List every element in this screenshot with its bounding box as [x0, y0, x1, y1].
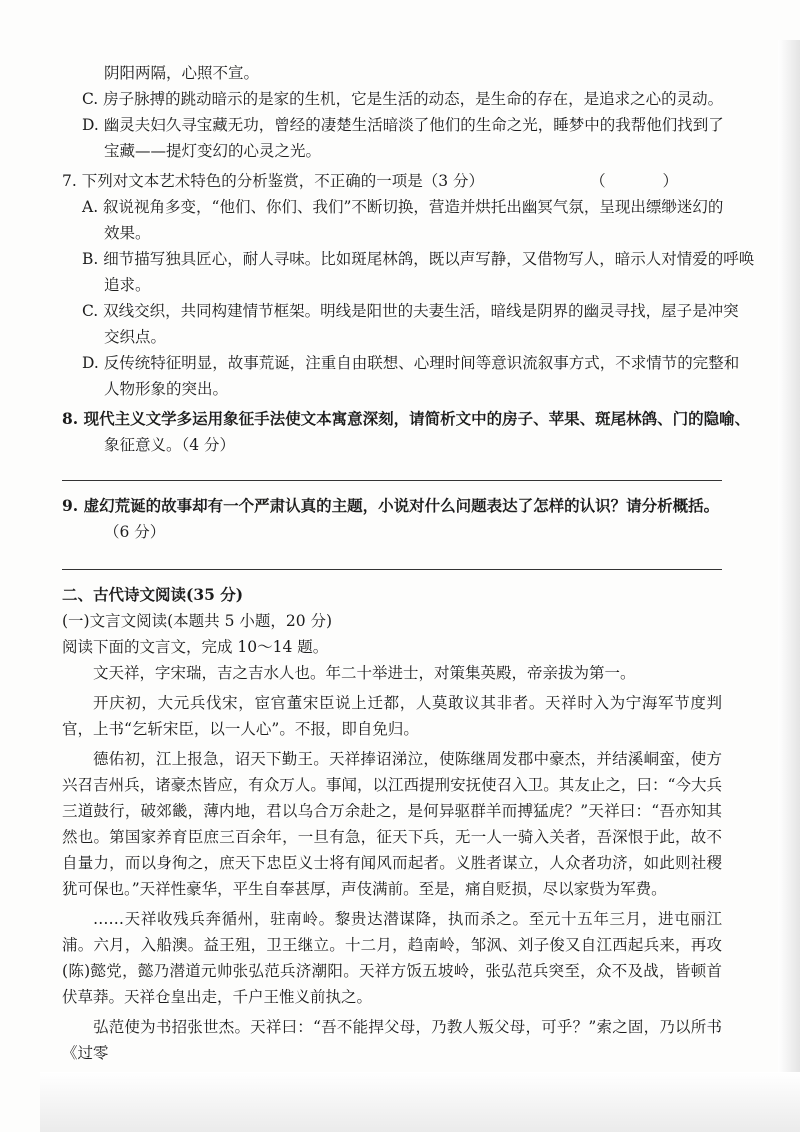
passage-paragraph-4: ……天祥收残兵奔循州，驻南岭。黎贵达潜谋降，执而杀之。至元十五年三月，进屯丽江浦。六月，入船澳。益王殂，卫王继立。十二月，趋南岭，邹沨、刘子俊又自江西起兵来，再攻(陈)懿党，懿乃潜道元帅张弘范兵济潮阳。天祥方饭五坡岭，张弘范兵突至，众不及战，皆顿首伏草莽。天祥仓皇出走，千户王惟义前执之。: [62, 910, 722, 1006]
q6-option-d: D. 幽灵夫妇久寻宝藏无功，曾经的凄楚生活暗淡了他们的生命之光，睡梦中的我帮他们找到了: [82, 116, 724, 134]
answer-bracket[interactable]: （ ）: [590, 172, 704, 190]
q6-option-c: C. 房子脉搏的跳动暗示的是家的生机，它是生活的动态，是生命的存在，是追求之心的灵动。: [82, 90, 724, 108]
question-9-stem: 9. 虚幻荒诞的故事却有一个严肃认真的主题，小说对什么问题表达了怎样的认识？请分析概括。: [62, 496, 720, 515]
passage-paragraph-1: 文天祥，字宋瑞，吉之吉水人也。年二十举进士，对策集英殿，帝亲拔为第一。: [93, 664, 636, 682]
question-7-stem: [62, 168, 722, 194]
page-shadow-right: [778, 40, 800, 1100]
q7-option-c-continued: 交织点。: [104, 328, 167, 346]
q7-option-a: A. 叙说视角多变，“他们、你们、我们”不断切换，营造并烘托出幽冥气氛，呈现出缥缈迷幻的: [82, 198, 724, 216]
page-content: [62, 60, 755, 1066]
q7-option-b: B. 细节描写独具匠心，耐人寻味。比如斑尾林鸽，既以声写静，又借物写人，暗示人对情爱的呼唤: [82, 250, 755, 268]
q7-option-d: D. 反传统特征明显，故事荒诞，注重自由联想、心理时间等意识流叙事方式，不求情节的完整和: [82, 354, 740, 372]
passage-paragraph-2: 开庆初，大元兵伐宋，宦官董宋臣说上迁都，人莫敢议其非者。天祥时入为宁海军节度判官，上书“乞斩宋臣，以一人心”。不报，即自免归。: [62, 694, 722, 738]
question-9-stem-continued: （6 分）: [104, 523, 166, 541]
q7-option-b-continued: 追求。: [104, 276, 151, 294]
q6-option-d-continued: 宝藏——提灯变幻的心灵之光。: [104, 142, 322, 160]
q6-option-b-continued: 阴阳两隔，心照不宣。: [104, 64, 260, 82]
question-8-stem-continued: 象征意义。（4 分）: [104, 436, 236, 454]
question-8-stem: 8. 现代主义文学多运用象征手法使文本寓意深刻，请简析文中的房子、苹果、斑尾林鸽、门的隐喻、: [62, 409, 751, 428]
passage-paragraph-3: 德佑初，江上报急，诏天下勤王。天祥捧诏涕泣，使陈继周发郡中豪杰，并结溪峒蛮，使方兴召吉州兵，诸豪杰皆应，有众万人。事闻，以江西提刑安抚使召入卫。其友止之，曰：“今大兵三道鼓行，破郊畿，薄内地，君以乌合万余赴之，是何异驱群羊而搏猛虎？”天祥曰：“吾亦知其然也。第国家养育臣庶三百余年，一旦有急，征天下兵，无一人一骑入关者，吾深恨于此，故不自量力，而以身徇之，庶天下忠臣义士将有闻风而起者。义胜者谋立，人众者功济，如此则社稷犹可保也。”天祥性豪华，平生自奉甚厚，声伎满前。至是，痛自贬损，尽以家赀为军费。: [62, 750, 722, 898]
q9-answer-line[interactable]: [62, 555, 722, 570]
q7-option-a-continued: 效果。: [104, 224, 151, 242]
section-2-subtitle: (一)文言文阅读(本题共 5 小题，20 分): [62, 612, 333, 630]
reading-instruction: 阅读下面的文言文，完成 10～14 题。: [62, 638, 329, 656]
question-7-text: 7. 下列对文本艺术特色的分析鉴赏，不正确的一项是（3 分）: [62, 172, 485, 190]
q8-answer-line[interactable]: [62, 466, 722, 481]
page-shadow-bottom: [40, 1072, 800, 1132]
passage-paragraph-5: 弘范使为书招张世杰。天祥曰：“吾不能捍父母，乃教人叛父母，可乎？”索之固，乃以所书《过零: [62, 1018, 722, 1062]
section-2-title: 二、古代诗文阅读(35 分): [62, 585, 244, 604]
q7-option-c: C. 双线交织，共同构建情节框架。明线是阳世的夫妻生活，暗线是阴界的幽灵寻找，屋子是冲突: [82, 302, 739, 320]
q7-option-d-continued: 人物形象的突出。: [104, 380, 229, 398]
